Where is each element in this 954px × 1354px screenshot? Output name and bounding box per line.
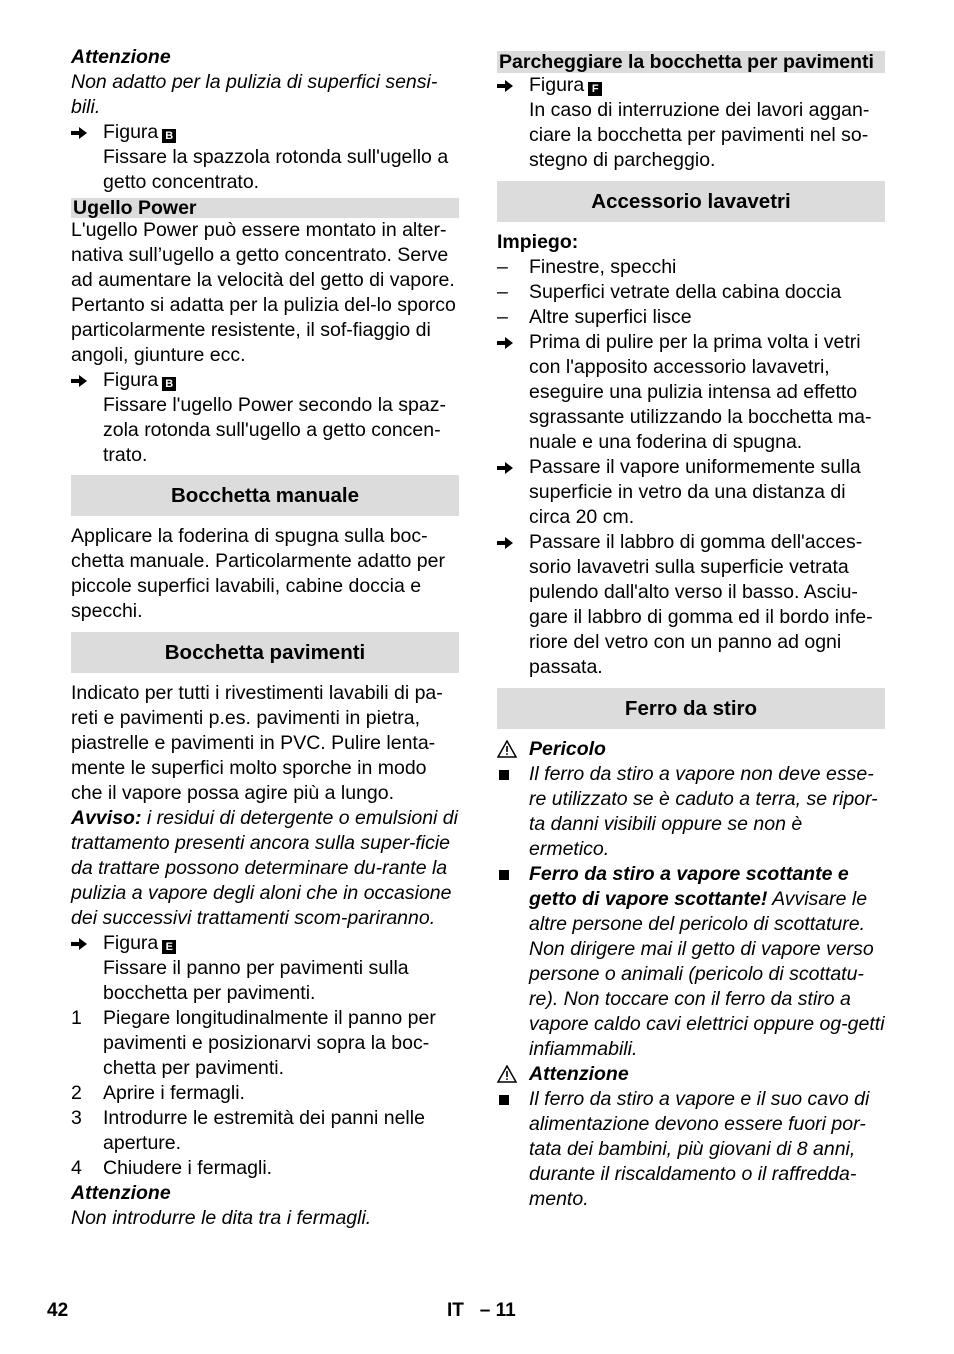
arrow-right-icon <box>71 931 99 951</box>
arrow-list-item <box>497 530 885 680</box>
figure-letter-badge: B <box>162 129 176 143</box>
section-heading: Bocchetta pavimenti <box>71 632 459 673</box>
right-column <box>497 45 885 1212</box>
square-bullet-icon <box>497 862 525 880</box>
instruction-text: In caso di interruzione dei lavori aggan-ciare la bocchetta per pavimenti nel so-stegno di parcheggio. <box>529 99 870 171</box>
paragraph: L'ugello Power può essere montato in alter-nativa sull’ugello a getto concentrato. Serve ad aumentare la velocità del getto di vapore. Pertanto si adatta per la pulizia del-lo sporco particolarmente resistente, il sof-fiaggio di angoli, giunture ecc. <box>71 219 456 366</box>
section-heading: Ferro da stiro <box>497 688 885 729</box>
dash-list-item <box>497 305 885 330</box>
arrow-list-item <box>497 330 885 455</box>
figure-label: Figura <box>103 369 159 391</box>
numbered-step <box>71 1156 459 1181</box>
instruction-text: Fissare l'ugello Power secondo la spaz-zola rotonda sull'ugello a getto concen-trato. <box>103 394 446 466</box>
page-number: 42 <box>47 1300 69 1321</box>
subsection-heading: Ugello Power <box>71 198 459 218</box>
notice-paragraph <box>71 806 459 931</box>
attention-title: Attenzione <box>71 46 171 68</box>
list-item-text: Superfici vetrate della cabina doccia <box>529 281 842 303</box>
figure-ref <box>71 368 459 393</box>
step-number: 1 <box>71 1007 82 1029</box>
list-item-text: Prima di pulire per la prima volta i vetri con l'apposito accessorio lavavetri, eseguire una pulizia intensa ad effetto sgrassante utilizzando la bocchetta ma-nuale e una foderina di spugna. <box>529 331 872 453</box>
step-number: 2 <box>71 1082 82 1104</box>
numbered-step <box>71 1081 459 1106</box>
notice-text: i residui di detergente o emulsioni di trattamento presenti ancora sulla super-ficie da trattare possono determinare du-rante la pulizia a vapore degli aloni che in occasione dei successivi trattamenti scom-pariranno. <box>71 807 458 929</box>
danger-item <box>497 762 885 862</box>
instruction-text: Fissare la spazzola rotonda sull'ugello a getto concentrato. <box>103 146 449 193</box>
step-number: 4 <box>71 1157 82 1179</box>
list-item-text: Finestre, specchi <box>529 256 677 278</box>
instruction-text: Fissare il panno per pavimenti sulla bocchetta per pavimenti. <box>103 957 409 1004</box>
figure-label: Figura <box>103 121 159 143</box>
dash-list-item <box>497 255 885 280</box>
paragraph: Indicato per tutti i rivestimenti lavabili di pa-reti e pavimenti p.es. pavimenti in pietra, piastrelle e pavimenti in PVC. Pulire lenta-mente le superfici molto sporche in modo che il vapore possa agire più a lungo. <box>71 682 443 804</box>
list-item-text: Passare il labbro di gomma dell'acces-sorio lavavetri sulla superficie vetrata pulendo dall'alto verso il basso. Asciu-gare il labbro di gomma ed il bordo infe-riore del vetro con un panno ad ogni passata. <box>529 531 873 678</box>
caution-item-text: Il ferro da stiro a vapore e il suo cavo di alimentazione devono essere fuori por-tata dei bambini, più giovani di 8 anni, durante il riscaldamento o il raffredda-mento. <box>529 1088 870 1210</box>
step-text: Aprire i fermagli. <box>103 1082 245 1104</box>
left-column <box>71 45 459 1231</box>
arrow-right-icon <box>497 455 525 475</box>
figure-label: Figura <box>103 932 159 954</box>
warning-triangle-icon <box>497 1062 525 1083</box>
step-number: 3 <box>71 1107 82 1129</box>
danger-label: Pericolo <box>529 738 606 760</box>
dash-bullet: – <box>497 281 508 303</box>
danger-item <box>497 862 885 1062</box>
notice-label: Avviso: <box>71 807 142 829</box>
figure-ref <box>71 931 459 956</box>
step-text: Piegare longitudinalmente il panno per pavimenti e posizionarvi sopra la boc-chetta per pavimenti. <box>103 1007 436 1079</box>
arrow-right-icon <box>71 120 99 140</box>
usage-label: Impiego: <box>497 231 579 253</box>
list-item-text: Altre superfici lisce <box>529 306 692 328</box>
danger-heading <box>497 737 885 762</box>
step-text: Introdurre le estremità dei panni nelle aperture. <box>103 1107 425 1154</box>
attention-text: Non adatto per la pulizia di superfici sensi-bili. <box>71 71 438 118</box>
danger-item-bold-text: Ferro da stiro a vapore scottante e getto di vapore scottante! <box>529 863 849 910</box>
figure-letter-badge: B <box>162 377 176 391</box>
figure-ref <box>71 120 459 145</box>
subsection-heading: Parcheggiare la bocchetta per pavimenti <box>497 51 885 73</box>
caution-heading <box>497 1062 885 1087</box>
step-text: Chiudere i fermagli. <box>103 1157 273 1179</box>
arrow-right-icon <box>71 368 99 388</box>
attention-title: Attenzione <box>71 1182 171 1204</box>
arrow-right-icon <box>497 73 525 93</box>
dash-list-item <box>497 280 885 305</box>
figure-label: Figura <box>529 74 585 96</box>
figure-ref <box>497 73 885 98</box>
arrow-list-item <box>497 455 885 530</box>
dash-bullet: – <box>497 306 508 328</box>
danger-item-text: Il ferro da stiro a vapore non deve esse-re utilizzato se è caduto a terra, se ripor-ta danni visibili oppure se non è ermetico. <box>529 763 878 860</box>
danger-item-text: Avvisare le altre persone del pericolo di scottature. Non dirigere mai il getto di vapore verso persone o animali (pericolo di scottatu-re). Non toccare con il ferro da stiro a vapore caldo cavi elettrici oppure og-getti infiammabili. <box>529 888 885 1060</box>
section-heading: Bocchetta manuale <box>71 475 459 516</box>
dash-bullet: – <box>497 256 508 278</box>
arrow-right-icon <box>497 330 525 350</box>
figure-letter-badge: E <box>162 940 176 954</box>
caution-label: Attenzione <box>529 1063 629 1085</box>
language-page-indicator: IT – 11 <box>447 1300 516 1321</box>
caution-item <box>497 1087 885 1212</box>
warning-triangle-icon <box>497 737 525 758</box>
attention-text: Non introdurre le dita tra i fermagli. <box>71 1207 372 1229</box>
list-item-text: Passare il vapore uniformemente sulla superficie in vetro da una distanza di circa 20 cm. <box>529 456 861 528</box>
square-bullet-icon <box>497 1087 525 1105</box>
arrow-right-icon <box>497 530 525 550</box>
paragraph: Applicare la foderina di spugna sulla boc-chetta manuale. Particolarmente adatto per piccole superfici lavabili, cabine doccia e specchi. <box>71 525 445 622</box>
numbered-step <box>71 1006 459 1081</box>
section-heading: Accessorio lavavetri <box>497 181 885 222</box>
numbered-step <box>71 1106 459 1156</box>
square-bullet-icon <box>497 762 525 780</box>
figure-letter-badge: F <box>588 82 602 96</box>
